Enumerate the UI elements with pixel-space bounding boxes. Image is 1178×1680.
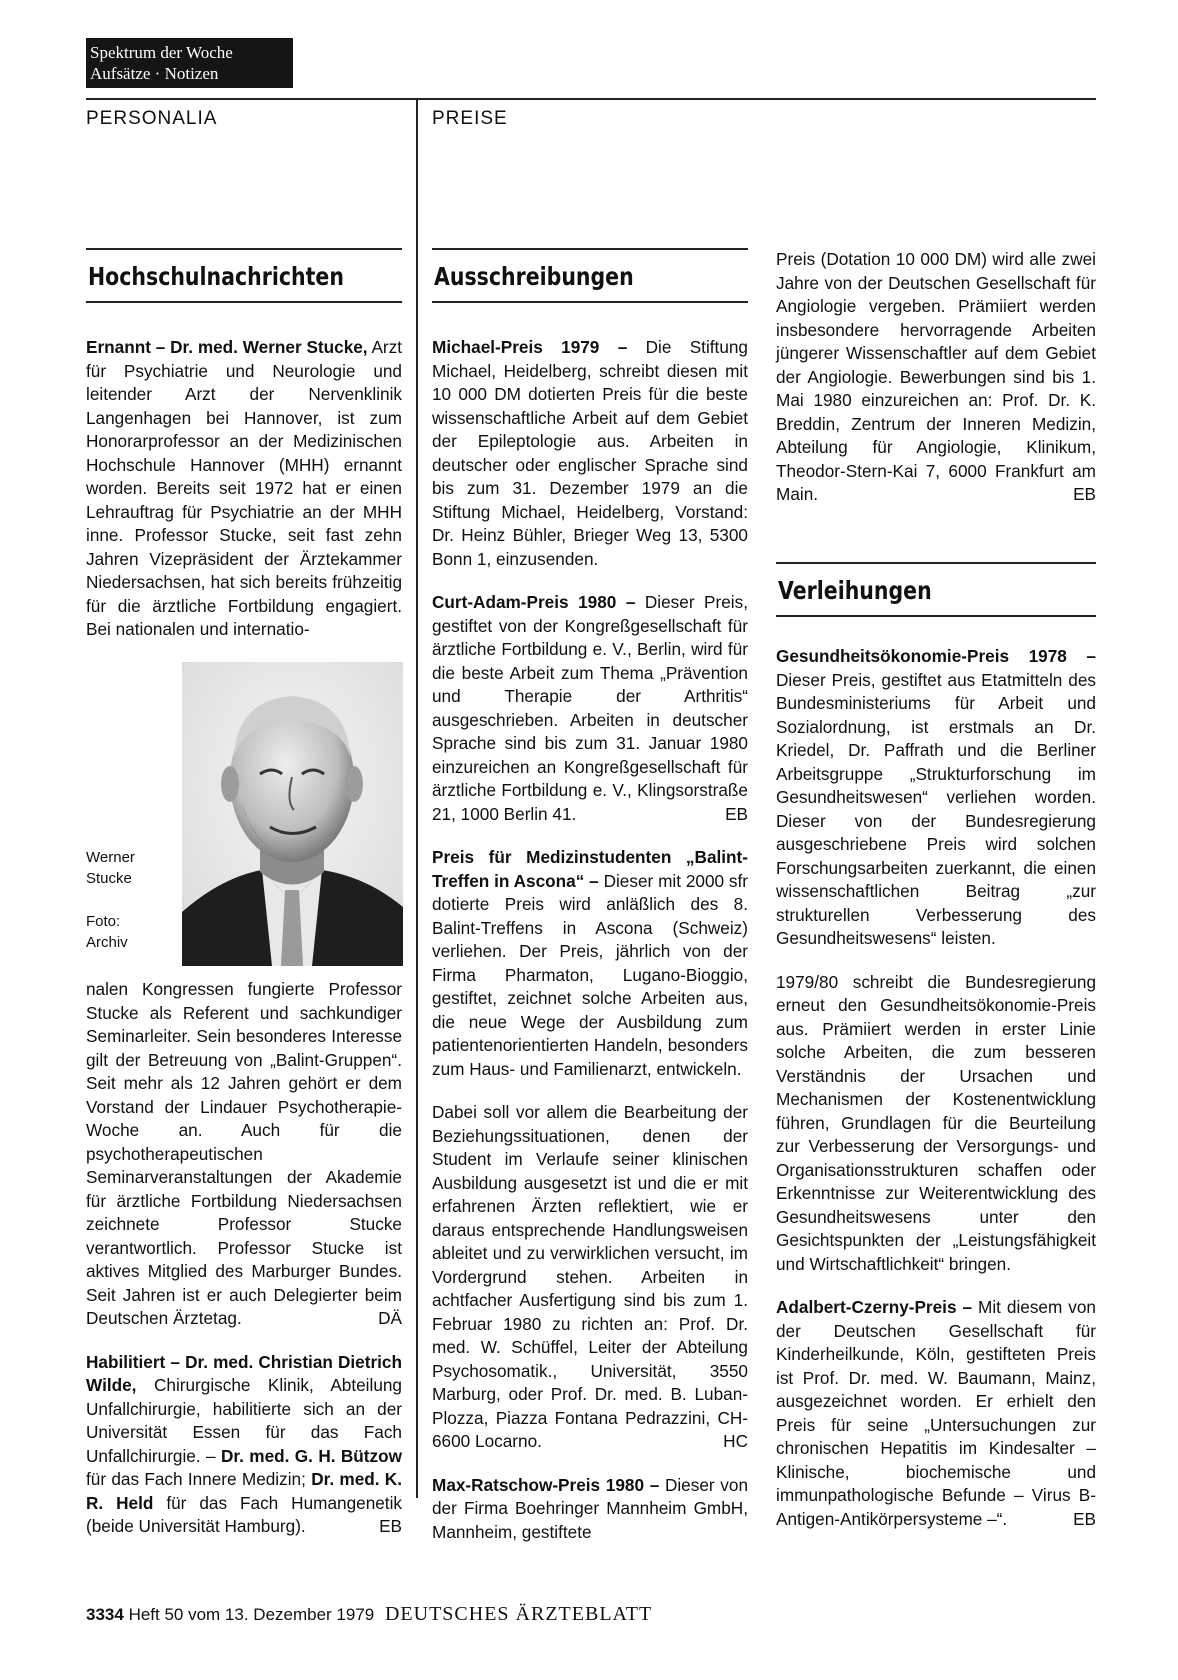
article-czerny-preis-lead: Adalbert-Czerny-Preis – xyxy=(776,1297,973,1317)
signature-eb-1: EB xyxy=(379,1516,402,1536)
article-stucke xyxy=(86,336,402,642)
article-gesundheitsoekonomie-cont xyxy=(776,971,1096,1277)
top-rule xyxy=(86,98,1096,100)
article-habilitiert xyxy=(86,1351,402,1539)
article-gesundheitsoekonomie-body: Dieser Preis, gestiftet aus Etatmitteln des Bundesministeriums für Arbeit und Sozialordnung, ist erstmals an Dr. Kriedel, Dr. Paffrath und die Berliner Arbeitsgruppe „Strukturforschung im Gesundheitswesen“ verliehen worden. Dieser von der Bundesregierung ausgeschriebene Preis wird solchen Forschungsarbeiten zuerkannt, die einen wissenschaftlichen Beitrag „zur strukturellen Verbesserung des Gesundheitswesens“ leisten. xyxy=(776,669,1096,948)
page-footer xyxy=(86,1603,652,1626)
section-label-personalia: PERSONALIA xyxy=(86,108,218,129)
article-balint-preis-cont xyxy=(432,1101,748,1454)
article-balint-preis-body: Dieser mit 2000 sfr dotierte Preis wird anläßlich des 8. Balint-Treffens in Ascona (Schweiz) verliehen. Der Preis, jährlich von der Firma Pharmaton, Lugano-Bioggio, gestiftet, zeichnet solche Arbeiten aus, die neue Wege der Ausbildung zum patientenorientierten Handeln, besonders zum Haus- und Familienarzt, entwickeln. xyxy=(432,870,748,1079)
article-gesundheitsoekonomie xyxy=(776,645,1096,951)
article-curt-adam-preis-lead: Curt-Adam-Preis 1980 – xyxy=(432,592,636,612)
article-curt-adam-preis-body: Dieser Preis, gestiftet von der Kongreßgesellschaft für ärztliche Fortbildung e. V., Berlin, wird für die beste Arbeit zum Thema „Prävention und Therapie der Arthritis“ ausgeschrieben. Arbeiten in deutscher Sprache sind bis zum 31. Januar 1980 einzureichen an Kongreßgesellschaft für ärztliche Fortbildung e. V., Klingsorstraße 21, 1000 Berlin 41. xyxy=(432,592,748,824)
signature-hc: HC xyxy=(723,1431,748,1451)
section-badge xyxy=(86,38,293,88)
heading-verleihungen: Verleihungen xyxy=(776,562,1096,617)
article-curt-adam-preis xyxy=(432,591,748,826)
photo-caption-name: Werner Stucke xyxy=(86,849,135,887)
article-habilitiert-body2: für das Fach Innere Medizin; xyxy=(86,1469,306,1489)
signature-eb-2: EB xyxy=(725,803,748,824)
article-ratschow-preis-lead: Max-Ratschow-Preis 1980 – xyxy=(432,1474,660,1495)
signature-eb-3: EB xyxy=(1073,484,1096,504)
column-1-top xyxy=(86,336,402,642)
section-label-preise: PREISE xyxy=(432,108,508,129)
article-gesundheitsoekonomie-body2: 1979/80 schreibt die Bundesregierung erneut den Gesundheitsökonomie-Preis aus. Prämiiert werden in erster Linie solche Arbeiten, die zum besseren Verständnis der Ursachen und Mechanismen der Kostenentwicklung führen, Grundlagen für die Beurteilung zur Verbesserung der Versorgungs- und Organisationsstrukturen schaffen oder Erkenntnisse zur Weiterentwicklung des Gesundheitswesens unter den Gesichtspunkten der „Leistungsfähigkeit und Wirtschaftlichkeit“ bringen. xyxy=(776,971,1096,1274)
heading-ausschreibungen: Ausschreibungen xyxy=(432,248,748,303)
article-ratschow-preis-cont xyxy=(776,248,1096,507)
article-czerny-preis-body: Mit diesem von der Deutschen Gesellschaft für Kinderheilkunde, Köln, gestifteten Preis ist Prof. Dr. med. W. Baumann, Mainz, ausgezeichnet worden. Er erhielt den Preis für seine „Untersuchungen zur chronischen Hepatitis im Kindesalter – Klinische, biochemische und immunpathologische Befunde – Virus B-Antigen-Antikörpersysteme –“. xyxy=(776,1297,1096,1529)
signature-da: DÄ xyxy=(378,1308,402,1328)
heading-hochschulnachrichten: Hochschulnachrichten xyxy=(86,248,402,303)
masthead: DEUTSCHES ÄRZTEBLATT xyxy=(384,1603,653,1625)
column-1-bottom xyxy=(86,978,402,1539)
article-michael-preis-body: Die Stiftung Michael, Heidelberg, schreibt diesen mit 10 000 DM dotierten Preis für die beste wissenschaftliche Arbeit auf dem Gebiet der Epileptologie aus. Arbeiten in deutscher oder englischer Sprache sind bis zum 31. Dezember 1979 an die Stiftung Michael, Heidelberg, Vorstand: Dr. Heinz Bühler, Brieger Weg 13, 5300 Bonn 1, einzusenden. xyxy=(432,337,748,569)
article-balint-preis-lead: Preis für Medizinstudenten „Balint-Treffen in Ascona“ – xyxy=(432,847,748,891)
article-habilitiert-body: Chirurgische Klinik, Abteilung Unfallchirurgie, habilitierte sich an der Universität Essen für das Fach Unfallchirurgie. – xyxy=(86,1375,402,1466)
article-balint-preis xyxy=(432,846,748,1081)
article-michael-preis xyxy=(432,336,748,571)
article-ratschow-preis xyxy=(432,1474,748,1545)
photo-caption-credit: Foto: Archiv xyxy=(86,913,128,951)
page-number: 3334 xyxy=(86,1605,124,1624)
article-habilitiert-body3: für das Fach Humangenetik (beide Universität Hamburg). xyxy=(86,1492,402,1536)
article-michael-preis-lead: Michael-Preis 1979 – xyxy=(432,337,628,357)
article-ratschow-preis-cont-body: Preis (Dotation 10 000 DM) wird alle zwei Jahre von der Deutschen Gesellschaft für Angiologie vergeben. Prämiiert werden insbesondere hervorragende Arbeiten jüngerer Wissenschaftler auf dem Gebiet der Angiologie. Bewerbungen sind bis 1. Mai 1980 einzureichen an: Prof. Dr. K. Breddin, Zentrum der Inneren Medizin, Abteilung für Angiologie, Klinikum, Theodor-Stern-Kai 7, 6000 Frankfurt am Main. xyxy=(776,249,1096,504)
portrait-image xyxy=(182,662,403,966)
article-balint-preis-body2: Dabei soll vor allem die Bearbeitung der Beziehungssituationen, denen der Student im Verlaufe seiner klinischen Ausbildung ausgesetzt ist und die er mit erfahrenen Ärzten reflektiert, wie er daraus entsprechende Handlungsweisen ableitet und zu verwirklichen versucht, im Vordergrund stehen. Arbeiten in achtfacher Ausfertigung sind bis zum 1. Februar 1980 zu richten an: Prof. Dr. med. W. Schüffel, Leiter der Abteilung Psychosomatik., Universität, 3550 Marburg, oder Prof. Dr. med. B. Luban-Plozza, Piazza Fontana Pedrazzini, CH-6600 Locarno. xyxy=(432,1102,748,1451)
signature-eb-4: EB xyxy=(1073,1508,1096,1529)
article-stucke-lead: Ernannt – Dr. med. Werner Stucke, xyxy=(86,337,368,357)
article-habilitiert-name2: Dr. med. G. H. Bützow xyxy=(220,1445,402,1466)
article-ratschow-preis-body: Dieser von der Firma Boehringer Mannheim GmbH, Mannheim, gestiftete xyxy=(432,1474,749,1542)
article-stucke-cont-body: nalen Kongressen fungierte Professor Stucke als Referent und sachkundiger Seminarleiter. Sein besonderes Interesse gilt der Betreuung von „Balint-Gruppen“. Seit mehr als 12 Jahren gehört er dem Vorstand der Lindauer Psychotherapie-Woche an. Auch für die psychotherapeutischen Seminarveranstaltungen der Akademie für ärztliche Fortbildung Niedersachsen zeichnete Professor Stucke verantwortlich. Professor Stucke ist aktives Mitglied des Marburger Bundes. Seit Jahren ist er auch Delegierter beim Deutschen Ärztetag. xyxy=(86,979,402,1328)
badge-line-1: Spektrum der Woche xyxy=(90,43,233,62)
article-stucke-body: Arzt für Psychiatrie und Neurologie und leitender Arzt der Nervenklinik Langenhagen bei Hannover, ist zum Honorarprofessor an der Medizinischen Hochschule Hannover (MHH) ernannt worden. Bereits seit 1972 hat er einen Lehrauftrag für Psychiatrie an der MHH inne. Professor Stucke, seit fast zehn Jahren Vizepräsident der Ärztekammer Niedersachsen, hat sich bereits frühzeitig für die ärztliche Fortbildung engagiert. Bei nationalen und internatio- xyxy=(86,337,403,639)
column-2 xyxy=(432,336,748,1544)
column-3-top xyxy=(776,248,1096,507)
article-habilitiert-lead: Habilitiert – Dr. med. Christian Dietrich Wilde, xyxy=(86,1351,402,1395)
article-stucke-cont xyxy=(86,978,402,1331)
badge-line-2: Aufsätze · Notizen xyxy=(90,64,219,83)
article-czerny-preis xyxy=(776,1296,1096,1531)
column-divider xyxy=(416,98,418,1498)
portrait-photo xyxy=(182,662,403,966)
issue-info: Heft 50 vom 13. Dezember 1979 xyxy=(128,1605,375,1624)
column-3-bottom xyxy=(776,645,1096,1531)
article-habilitiert-name3: Dr. med. K. R. Held xyxy=(86,1469,402,1513)
article-gesundheitsoekonomie-lead: Gesundheitsökonomie-Preis 1978 – xyxy=(776,646,1096,666)
